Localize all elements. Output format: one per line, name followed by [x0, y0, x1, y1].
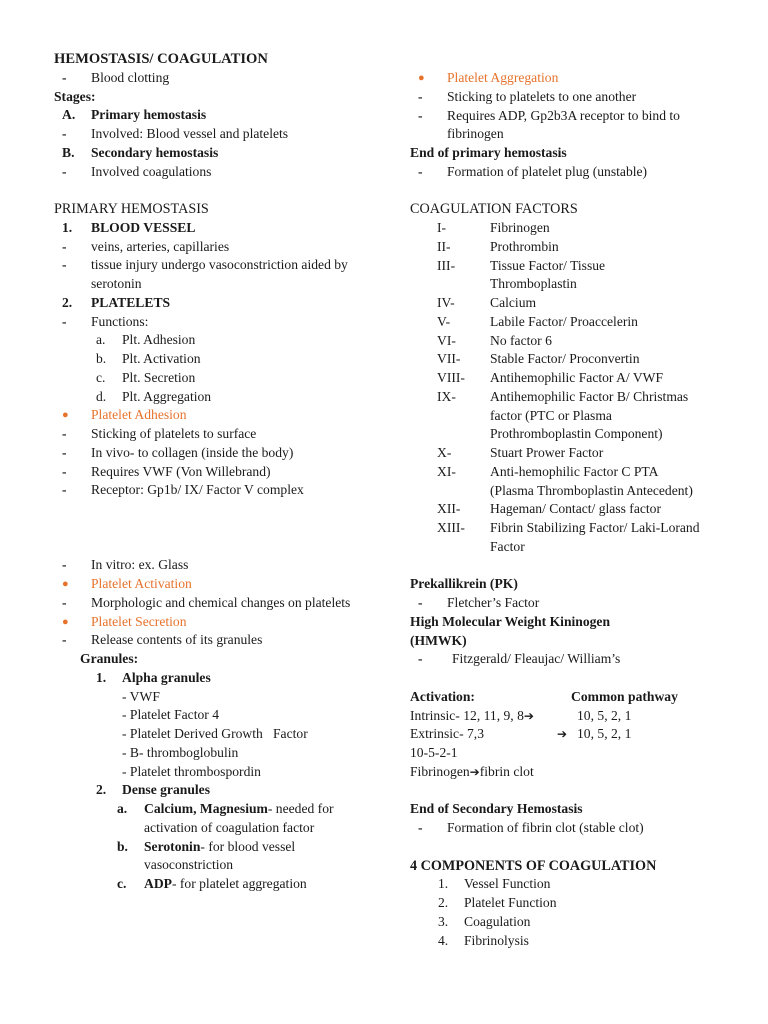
list-item: IV- Calcium	[437, 295, 537, 310]
list-item: - In vivo- to collagen (inside the body)	[62, 444, 294, 460]
list-item: - Functions:	[62, 313, 149, 329]
list-item: IX- Antihemophilic Factor B/ Christmas factor (PTC or Plasma Prothromboplastin Component)	[437, 388, 689, 442]
end-primary-heading: End of primary hemostasis	[410, 145, 567, 160]
pk-heading: Prekallikrein (PK)	[410, 576, 518, 592]
list-item: VII- Stable Factor/ Proconvertin	[437, 351, 640, 367]
stage-b: B. Secondary hemostasis	[62, 144, 219, 160]
section-heading: 4 COMPONENTS OF COAGULATION	[410, 857, 657, 874]
stage-a: A. Primary hemostasis	[62, 107, 207, 123]
list-item: X- Stuart Prower Factor	[437, 445, 604, 460]
list-item: - B- thromboglobulin	[122, 744, 239, 760]
list-item: - Involved coagulations	[62, 163, 212, 179]
list-item: XIII- Fibrin Stabilizing Factor/ Laki-Lorand Factor	[437, 520, 700, 554]
list-item: - veins, arteries, capillaries	[62, 238, 230, 254]
numbered-heading: 2. PLATELETS	[62, 294, 171, 310]
left-column	[54, 50, 374, 894]
list-item: c. ADP- for platelet aggregation	[117, 876, 307, 891]
list-item: - Platelet Factor 4	[122, 707, 220, 723]
list-item: - Morphologic and chemical changes on platelets	[62, 594, 351, 610]
orange-bullet-heading: ● Platelet Secretion	[62, 613, 187, 629]
list-item: II- Prothrombin	[437, 238, 559, 254]
coagulation-factors-list	[410, 219, 740, 557]
section-heading: PRIMARY HEMOSTASIS	[54, 201, 209, 217]
list-item: V- Labile Factor/ Proaccelerin	[437, 313, 638, 329]
list-item: a. Plt. Adhesion	[96, 332, 196, 348]
list-item: a. Calcium, Magnesium- needed for activation of coagulation factor	[117, 801, 334, 835]
list-item: III- Tissue Factor/ Tissue Thromboplastin	[437, 257, 606, 292]
list-item: - Blood clotting	[62, 69, 170, 85]
activation-header: Activation: Common pathway	[410, 688, 678, 704]
numbered-heading: 2. Dense granules	[96, 782, 210, 798]
list-item: - Requires VWF (Von Willebrand)	[62, 463, 271, 479]
orange-bullet-heading: ● Platelet Adhesion	[62, 407, 187, 423]
list-item: 2. Platelet Function	[438, 895, 557, 910]
hmwk-heading: High Molecular Weight Kininogen (HMWK)	[410, 613, 611, 648]
orange-bullet-heading: ● Platelet Aggregation	[418, 70, 559, 85]
list-item: - Platelet Derived Growth Factor	[122, 726, 308, 741]
list-item: - Release contents of its granules	[62, 632, 263, 648]
list-item: - Fitzgerald/ Fleaujac/ William’s	[418, 651, 621, 667]
list-item: - Fletcher’s Factor	[418, 595, 540, 610]
list-item: - Sticking to platelets to one another	[418, 88, 637, 104]
sequence-row: 10-5-2-1	[410, 745, 458, 760]
list-item: 3. Coagulation	[438, 913, 531, 929]
orange-bullet-heading: ● Platelet Activation	[62, 576, 192, 591]
list-item: 4. Fibrinolysis	[438, 932, 529, 948]
list-item: - Requires ADP, Gp2b3A receptor to bind to fibrinogen	[418, 107, 680, 142]
list-item: - Involved: Blood vessel and platelets	[62, 126, 289, 141]
extrinsic-row: Extrinsic- 7,3 ➔ 10, 5, 2, 1	[410, 726, 632, 742]
list-item: - Sticking of platelets to surface	[62, 426, 257, 441]
list-item: - VWF	[122, 688, 160, 704]
list-item: b. Serotonin- for blood vessel vasoconstriction	[117, 838, 296, 873]
list-item: I- Fibrinogen	[437, 220, 550, 235]
list-item: VI- No factor 6	[437, 332, 552, 348]
intrinsic-row: Intrinsic- 12, 11, 9, 8➔ 10, 5, 2, 1	[410, 707, 632, 723]
numbered-heading: 1. Alpha granules	[96, 669, 211, 685]
document-title: HEMOSTASIS/ COAGULATION	[54, 51, 268, 67]
list-item: XI- Anti-hemophilic Factor C PTA (Plasma Thromboplastin Antecedent)	[437, 463, 693, 498]
end-secondary-heading: End of Secondary Hemostasis	[410, 801, 583, 817]
list-item: c. Plt. Secretion	[96, 369, 196, 385]
list-item: XII- Hageman/ Contact/ glass factor	[437, 501, 661, 517]
list-item: - tissue injury undergo vasoconstriction aided by serotonin	[62, 257, 348, 291]
numbered-heading: 1. BLOOD VESSEL	[62, 219, 196, 235]
stages-heading: Stages:	[54, 88, 96, 104]
granules-heading: Granules:	[80, 651, 139, 666]
list-item: 1. Vessel Function	[438, 876, 551, 892]
section-heading: COAGULATION FACTORS	[410, 201, 578, 218]
list-item: b. Plt. Activation	[96, 351, 201, 366]
list-item: - Formation of fibrin clot (stable clot)	[418, 820, 644, 835]
list-item: - Receptor: Gp1b/ IX/ Factor V complex	[62, 482, 304, 498]
list-item: - Formation of platelet plug (unstable)	[418, 163, 648, 179]
list-item: - Platelet thrombospordin	[122, 763, 261, 779]
list-item: - In vitro: ex. Glass	[62, 557, 189, 573]
list-item: VIII- Antihemophilic Factor A/ VWF	[437, 370, 664, 385]
list-item: d. Plt. Aggregation	[96, 388, 212, 404]
right-column	[410, 69, 740, 950]
fibrinogen-row: Fibrinogen➔fibrin clot	[410, 763, 534, 779]
